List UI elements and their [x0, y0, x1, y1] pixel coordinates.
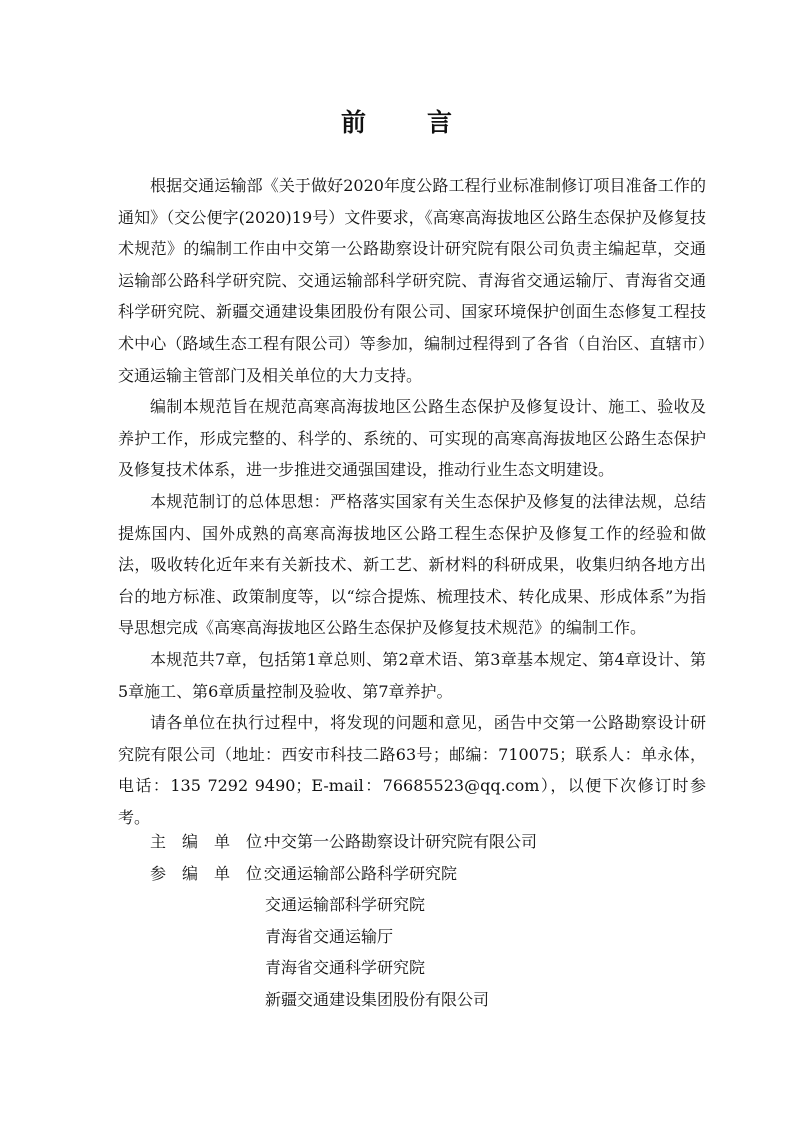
participant-unit: 新疆交通建设集团股份有限公司 — [265, 989, 490, 1009]
participant-units-label: 参 编 单 位： — [150, 863, 279, 883]
participant-unit-row — [150, 984, 710, 1016]
participant-unit-row — [150, 858, 710, 890]
participant-unit-row — [150, 952, 710, 984]
participant-unit: 交通运输部科学研究院 — [265, 895, 426, 915]
chief-unit-row — [150, 826, 710, 858]
page-title: 前 言 — [340, 108, 470, 137]
paragraph-structure: 本规范共7章，包括第1章总则、第2章术语、第3章基本规定、第4章设计、第5章施工、第6章质量控制及验收、第7章养护。 — [118, 649, 706, 701]
paragraph-feedback: 请各单位在执行过程中，将发现的问题和意见，函告中交第一公路勘察设计研究院有限公司（地址：西安市科技二路63号；邮编：710075；联系人：单永体，电话：135 7292 9490；E-mail：76685523@qq.com），以便下次修订时参考。 — [118, 713, 706, 827]
participant-unit: 交通运输部公路科学研究院 — [265, 863, 458, 883]
participant-unit-row — [150, 921, 710, 953]
paragraph-principles: 本规范制订的总体思想：严格落实国家有关生态保护及修复的法律法规，总结提炼国内、国外成熟的高寒高海拔地区公路工程生态保护及修复工作的经验和做法，吸收转化近年来有关新技术、新工艺、新材料的科研成果，收集归纳各地方出台的地方标准、政策制度等，以“综合提炼、梳理技术、转化成果、形成体系”为指导思想完成《高寒高海拔地区公路生态保护及修复技术规范》的编制工作。 — [118, 491, 706, 638]
participant-unit: 青海省交通运输厅 — [265, 926, 394, 946]
paragraph-purpose: 编制本规范旨在规范高寒高海拔地区公路生态保护及修复设计、施工、验收及养护工作，形成完整的、科学的、系统的、可实现的高寒高海拔地区公路生态保护及修复技术体系，进一步推进交通强国建设，推动行业生态文明建设。 — [118, 397, 706, 480]
participant-unit: 青海省交通科学研究院 — [265, 958, 426, 978]
preface-body — [118, 170, 706, 833]
drafting-units — [150, 826, 710, 1016]
chief-unit-label: 主 编 单 位： — [150, 832, 279, 851]
participant-unit-row — [150, 889, 710, 921]
paragraph-background: 根据交通运输部《关于做好2020年度公路工程行业标准制修订项目准备工作的通知》（交公便字(2020)19号）文件要求，《高寒高海拔地区公路生态保护及修复技术规范》的编制工作由中交第一公路勘察设计研究院有限公司负责主编起草，交通运输部公路科学研究院、交通运输部科学研究院、青海省交通运输厅、青海省交通科学研究院、新疆交通建设集团股份有限公司、国家环境保护创面生态修复工程技术中心（路域生态工程有限公司）等参加，编制过程得到了各省（自治区、直辖市）交通运输主管部门及相关单位的大力支持。 — [118, 176, 706, 385]
chief-unit-value: 中交第一公路勘察设计研究院有限公司 — [265, 832, 538, 851]
